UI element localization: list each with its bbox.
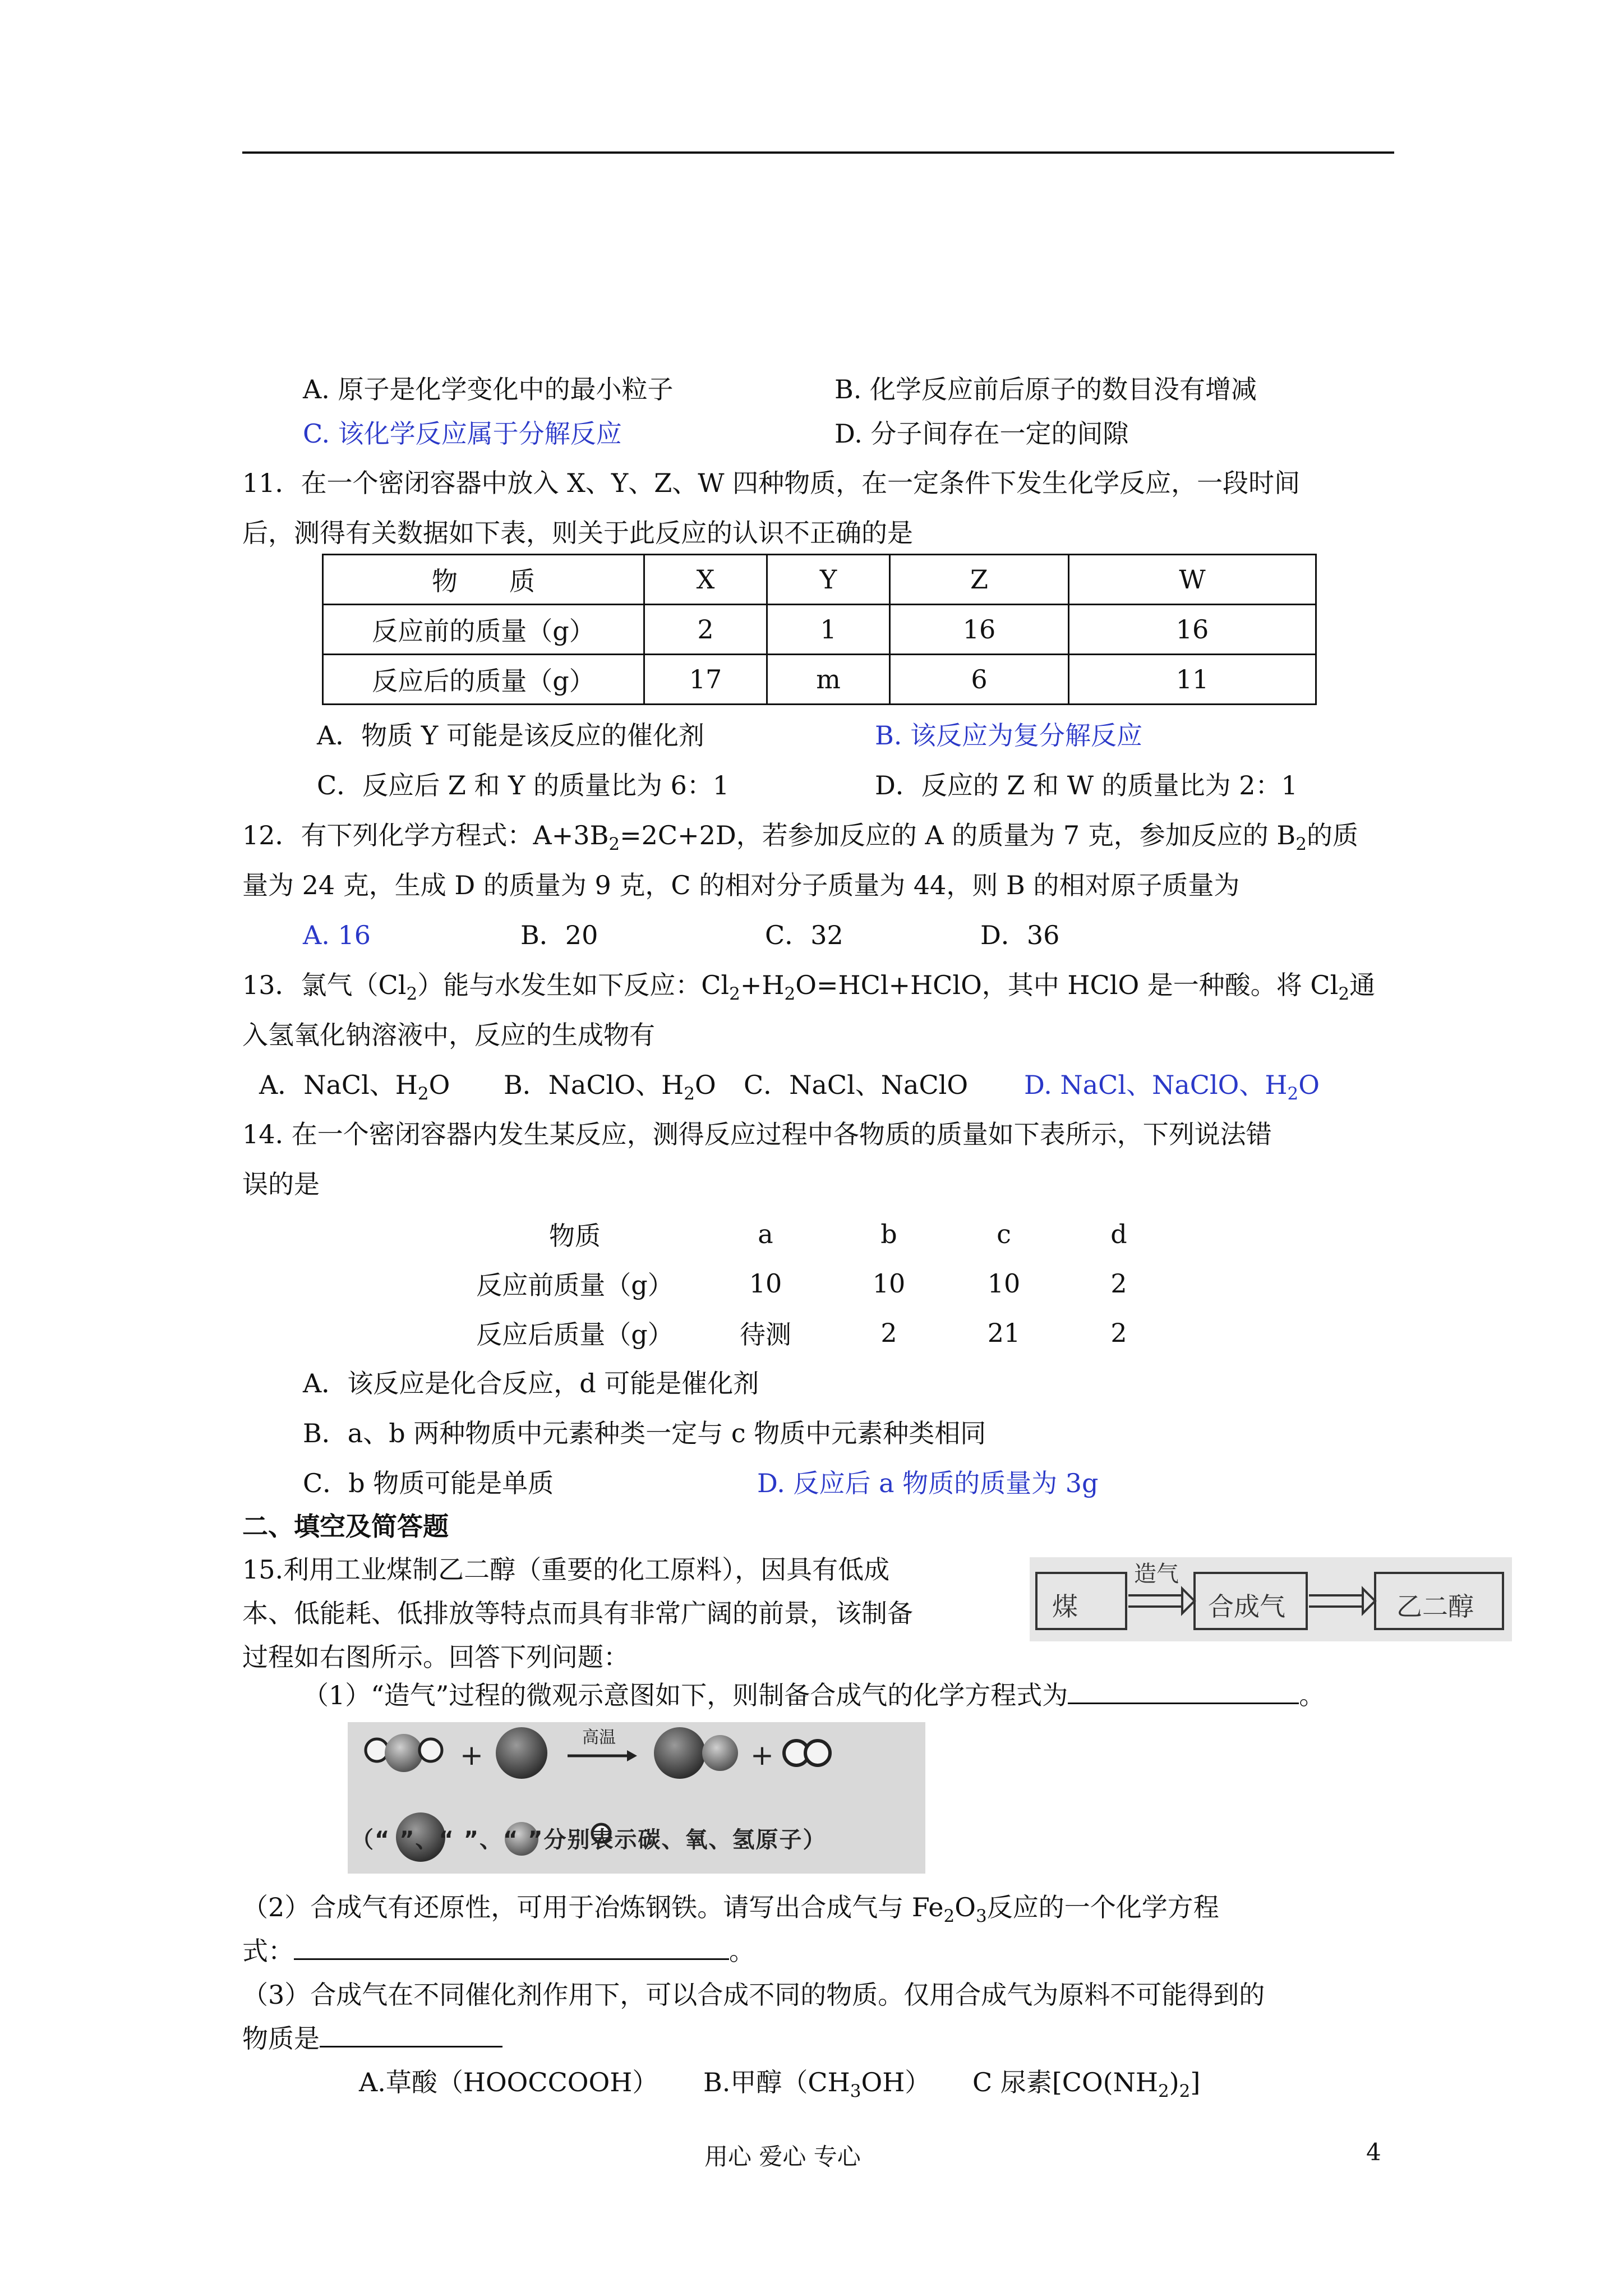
table-row xyxy=(449,1308,1178,1358)
table-cell: 11 xyxy=(1069,655,1316,705)
header-rule xyxy=(242,151,1394,154)
q11-stem-line2: 后，测得有关数据如下表，则关于此反应的认识不正确的是 xyxy=(242,518,913,548)
q11-option-d: D．反应的 Z 和 W 的质量比为 2：1 xyxy=(875,770,1298,800)
q15-stem-line2: 本、低能耗、低排放等特点而具有非常广阔的前景，该制备 xyxy=(242,1598,913,1628)
table-cell: 10 xyxy=(749,1268,782,1299)
q10-option-d: D. 分子间存在一定的间隙 xyxy=(834,418,1129,449)
table-header-cell: b xyxy=(880,1219,897,1249)
q15-stem-line1: 15.利用工业煤制乙二醇（重要的化工原料），因具有低成 xyxy=(242,1554,890,1585)
table-row xyxy=(323,655,1316,705)
q13-option-d: D. NaCl、NaClO、$H_2O$ xyxy=(1024,1070,1320,1104)
q10-option-b: B. 化学反应前后原子的数目没有增减 xyxy=(834,374,1257,404)
q12-stem-line2: 量为 24 克，生成 D 的质量为 9 克，C 的相对分子质量为 44，则 B 的相对原子质量为 xyxy=(242,870,1240,900)
table-header-cell: 物质 xyxy=(549,1221,601,1251)
table-row xyxy=(323,605,1316,655)
table-cell: 2 xyxy=(644,605,767,655)
table-row xyxy=(449,1209,1178,1259)
q11-option-b: B. 该反应为复分解反应 xyxy=(875,720,1143,751)
q12-stem-line1: 12．有下列化学方程式：$A+3B_2=2C+2D$，若参加反应的 A 的质量为 7 克，参加反应的 $B_2$的质 xyxy=(242,820,1358,854)
q14-option-b: B．a、b 两种物质中元素种类一定与 c 物质中元素种类相同 xyxy=(303,1418,986,1448)
q15-part1: （1）“造气”过程的微观示意图如下，则制备合成气的化学方程式为 。 xyxy=(303,1680,1325,1710)
table-header-cell: X xyxy=(644,555,767,605)
table-cell: 1 xyxy=(767,605,890,655)
table-header-cell: 物 质 xyxy=(323,555,644,605)
flow-syngas-label: 合成气 xyxy=(1208,1591,1285,1622)
table-cell: 2 xyxy=(1110,1268,1127,1299)
svg-text:+: + xyxy=(750,1739,774,1772)
micro-diagram xyxy=(348,1722,925,1874)
q15-part2-line1: （2）合成气有还原性，可用于冶炼钢铁。请写出合成气与 $Fe_2O_3$反应的一个化学方程 xyxy=(242,1892,1219,1926)
table-cell: 6 xyxy=(890,655,1069,705)
q14-option-d: D. 反应后 a 物质的质量为 3g xyxy=(757,1468,1099,1498)
table-header-cell: d xyxy=(1110,1219,1127,1249)
q14-stem-line2: 误的是 xyxy=(242,1169,320,1199)
q12-option-b: B．20 xyxy=(520,920,598,950)
table-row xyxy=(449,1259,1178,1308)
svg-text:+: + xyxy=(460,1739,483,1772)
table-cell: 待测 xyxy=(740,1319,791,1350)
micro-legend-text: （“ ”、“ ”、“ ”分别表示碳、氧、氢原子） xyxy=(351,1827,827,1853)
flow-coal-label: 煤 xyxy=(1052,1591,1078,1622)
answer-blank[interactable] xyxy=(1068,1680,1299,1704)
q15-part3-line2: 物质是 xyxy=(242,2022,502,2055)
q15-part3-line1: （3）合成气在不同催化剂作用下，可以合成不同的物质。仅用合成气为原料不可能得到的 xyxy=(242,1980,1265,2010)
q13-option-c: C．NaCl、NaClO xyxy=(744,1070,969,1100)
q11-table xyxy=(322,554,1317,705)
table-cell: 反应前的质量（g） xyxy=(323,605,644,655)
q15-part3-option-a: A.草酸（HOOCCOOH） xyxy=(359,2067,658,2097)
table-header-cell: W xyxy=(1069,555,1316,605)
table-cell: 10 xyxy=(987,1268,1021,1299)
q15-part2-line2: 式： 。 xyxy=(242,1936,755,1966)
section-heading: 二、填空及简答题 xyxy=(242,1511,449,1542)
q11-option-a: A．物质 Y 可能是该反应的催化剂 xyxy=(317,720,704,751)
table-row xyxy=(323,555,1316,605)
process-flow-diagram xyxy=(1030,1557,1512,1641)
q12-option-d: D．36 xyxy=(980,920,1060,950)
answer-blank[interactable] xyxy=(320,2023,502,2047)
q12-option-a: A. 16 xyxy=(303,920,371,950)
table-cell: 2 xyxy=(1110,1318,1127,1348)
q11-stem-line1: 11．在一个密闭容器中放入 X、Y、Z、W 四种物质，在一定条件下发生化学反应，一段时间 xyxy=(242,468,1301,498)
table-cell: 16 xyxy=(890,605,1069,655)
q13-option-a: A．NaCl、$H_2O$ xyxy=(259,1070,450,1104)
q15-stem-line3: 过程如右图所示。回答下列问题： xyxy=(242,1642,629,1672)
table-cell: m xyxy=(767,655,890,705)
table-header-cell: a xyxy=(758,1219,773,1249)
q10-option-c: C. 该化学反应属于分解反应 xyxy=(303,418,622,449)
table-header-cell: c xyxy=(997,1219,1011,1249)
table-cell: 反应后的质量（g） xyxy=(323,655,644,705)
table-header-cell: Z xyxy=(890,555,1069,605)
q14-stem-line1: 14. 在一个密闭容器内发生某反应，测得反应过程中各物质的质量如下表所示，下列说法错 xyxy=(242,1119,1272,1149)
q15-part3-option-c: C 尿素$[CO(NH_2)_2]$ xyxy=(972,2067,1201,2101)
q15-part3-option-b: B.甲醇$(CH_3OH)$ xyxy=(703,2067,931,2101)
table-cell: 17 xyxy=(644,655,767,705)
table-cell: 16 xyxy=(1069,605,1316,655)
table-cell: 21 xyxy=(987,1318,1021,1348)
flow-glycol-label: 乙二醇 xyxy=(1396,1591,1474,1622)
q10-option-a: A. 原子是化学变化中的最小粒子 xyxy=(303,374,674,404)
table-header-cell: Y xyxy=(767,555,890,605)
q13-stem-line2: 入氢氧化钠溶液中，反应的生成物有 xyxy=(242,1020,655,1050)
table-cell: 反应前质量（g） xyxy=(476,1270,674,1300)
answer-blank[interactable] xyxy=(294,1936,729,1960)
reaction-condition: 高温 xyxy=(582,1728,616,1747)
table-cell: 反应后质量（g） xyxy=(476,1319,674,1350)
q13-stem-line1: 13．氯气$(Cl_2)$能与水发生如下反应：$Cl_2+H_2O=HCl+HClO$，其中 HClO 是一种酸。将 $Cl_2$通 xyxy=(242,970,1376,1004)
flow-arrow-label: 造气 xyxy=(1134,1561,1179,1587)
q14-table xyxy=(449,1209,1178,1358)
table-cell: 2 xyxy=(880,1318,897,1348)
q14-option-c: C．b 物质可能是单质 xyxy=(303,1468,554,1498)
footer-slogan: 用心 爱心 专心 xyxy=(704,2143,861,2170)
q12-option-c: C．32 xyxy=(765,920,843,950)
q14-option-a: A．该反应是化合反应，d 可能是催化剂 xyxy=(303,1368,759,1398)
q11-option-c: C．反应后 Z 和 Y 的质量比为 6：1 xyxy=(317,770,730,800)
page-number: 4 xyxy=(1366,2138,1381,2166)
table-cell: 10 xyxy=(872,1268,906,1299)
q13-option-b: B．NaClO、$H_2O$ xyxy=(504,1070,716,1104)
